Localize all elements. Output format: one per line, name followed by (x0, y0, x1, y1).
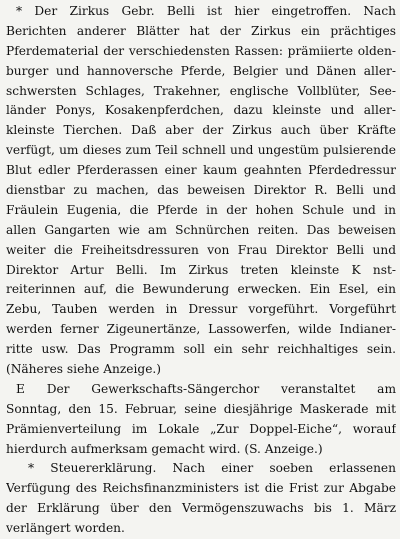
text-line: E Der Gewerkschafts-Sängerchor veranstaltet am (16, 381, 396, 396)
text-line: (Näheres siehe Anzeige.) (6, 362, 162, 377)
text-line: verfügt, um dieses zum Teil schnell und ungestüm pulsierende (6, 143, 396, 158)
text-line: burger und hannoversche Pferde, Belgier und Dänen aller- (6, 63, 396, 78)
text-line: länder Ponys, Kosakenpferdchen, dazu kleinste und aller- (6, 103, 396, 118)
text-line: hierdurch aufmerksam gemacht wird. (S. Anzeige.) (6, 441, 323, 456)
text-line: * Steuererklärung. Nach einer soeben erlassenen (28, 461, 396, 476)
text-line: werden ferner Zigeunertänze, Lassowerfen, wilde Indianer- (6, 322, 396, 337)
text-line: verlängert worden. (6, 521, 125, 536)
text-line: Verfügung des Reichsfinanzministers ist die Frist zur Abgabe (6, 481, 396, 496)
text-line: Pferdematerial der verschiedensten Rassen: prämiierte olden- (6, 43, 396, 58)
text-line: ritte usw. Das Programm soll ein sehr reichhaltiges sein. (6, 342, 396, 357)
text-line: Zebu, Tauben werden in Dressur vorgeführt. Vorgeführt (6, 302, 396, 317)
text-line: schwersten Schlages, Trakehner, englische Vollblüter, See- (6, 83, 396, 98)
text-line: weiter die Freiheitsdressuren von Frau Direktor Belli und (6, 242, 396, 257)
text-line: reiterinnen auf, die Bewunderung erwecken. Ein Esel, ein (6, 282, 396, 297)
text-line: Fräulein Eugenia, die Pferde in der hohen Schule und in (6, 202, 396, 217)
text-line: Berichten anderer Blätter hat der Zirkus ein prächtiges (6, 23, 396, 38)
text-line: Prämienverteilung im Lokale „Zur Doppel-Eiche“, worauf (6, 421, 396, 436)
text-line: der Erklärung über den Vermögenszuwachs bis 1. März (6, 501, 396, 516)
text-line: allen Gangarten wie am Schnürchen reiten. Das beweisen (6, 222, 396, 237)
text-line: kleinste Tierchen. Daß aber der Zirkus auch über Kräfte (6, 123, 396, 138)
text-line: Direktor Artur Belli. Im Zirkus treten kleinste K nst- (6, 262, 396, 277)
text-line: * Der Zirkus Gebr. Belli ist hier eingetroffen. Nach (16, 4, 396, 18)
text-line: dienstbar zu machen, das beweisen Direktor R. Belli und (6, 183, 396, 198)
text-line: Sonntag, den 15. Februar, seine diesjährige Maskerade mit (6, 401, 396, 416)
text-line: Blut edler Pferderassen einer kaum geahnten Pferdedressur (6, 163, 396, 178)
